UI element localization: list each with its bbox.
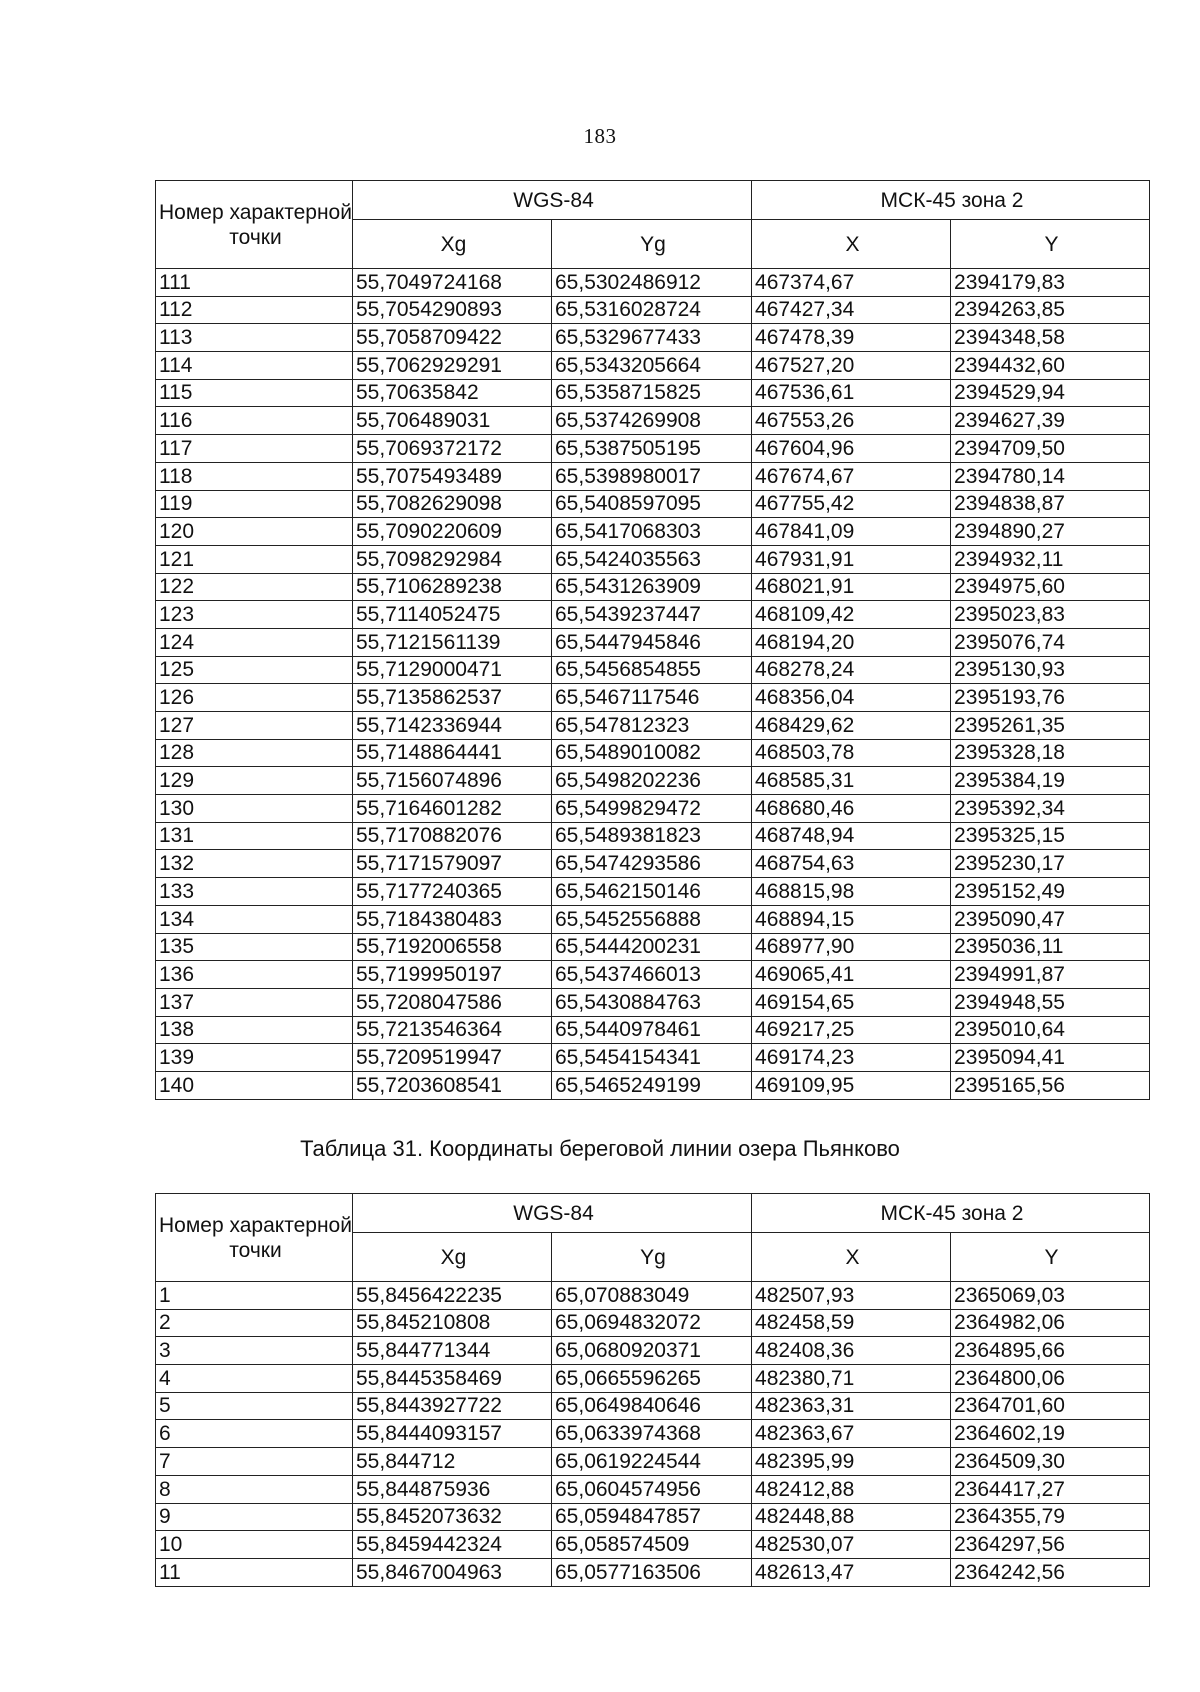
cell-y: 2395090,47 — [951, 905, 1150, 933]
cell-x: 468278,24 — [752, 656, 951, 684]
cell-x: 467841,09 — [752, 518, 951, 546]
cell-y: 2394529,94 — [951, 379, 1150, 407]
cell-yg: 65,0577163506 — [552, 1558, 752, 1586]
cell-yg: 65,5467117546 — [552, 684, 752, 712]
cell-x: 468503,78 — [752, 739, 951, 767]
cell-x: 469217,25 — [752, 1016, 951, 1044]
cell-point-number: 131 — [156, 822, 353, 850]
cell-y: 2394709,50 — [951, 435, 1150, 463]
cell-y: 2395010,64 — [951, 1016, 1150, 1044]
cell-x: 482363,67 — [752, 1420, 951, 1448]
cell-yg: 65,5489010082 — [552, 739, 752, 767]
cell-xg: 55,844712 — [353, 1448, 552, 1476]
table-caption: Таблица 31. Координаты береговой линии озера Пьянково — [300, 1136, 900, 1161]
cell-yg: 65,5374269908 — [552, 407, 752, 435]
cell-yg: 65,5437466013 — [552, 961, 752, 989]
cell-x: 482363,31 — [752, 1392, 951, 1420]
header-point-number: Номер характерной точки — [156, 181, 353, 269]
cell-yg: 65,0619224544 — [552, 1448, 752, 1476]
cell-y: 2395261,35 — [951, 712, 1150, 740]
cell-x: 468194,20 — [752, 628, 951, 656]
cell-point-number: 112 — [156, 296, 353, 324]
cell-x: 469174,23 — [752, 1044, 951, 1072]
header-yg: Yg — [552, 220, 752, 269]
cell-xg: 55,8459442324 — [353, 1531, 552, 1559]
cell-point-number: 115 — [156, 379, 353, 407]
cell-point-number: 8 — [156, 1475, 353, 1503]
cell-x: 468815,98 — [752, 878, 951, 906]
cell-yg: 65,5447945846 — [552, 628, 752, 656]
cell-point-number: 10 — [156, 1531, 353, 1559]
cell-point-number: 120 — [156, 518, 353, 546]
table-row — [156, 1044, 1150, 1072]
cell-xg: 55,7049724168 — [353, 269, 552, 297]
cell-x: 482458,59 — [752, 1309, 951, 1337]
cell-xg: 55,706489031 — [353, 407, 552, 435]
cell-yg: 65,5424035563 — [552, 545, 752, 573]
table-row — [156, 739, 1150, 767]
page-number: 183 — [583, 124, 617, 148]
table-row — [156, 878, 1150, 906]
header-y: Y — [951, 1233, 1150, 1282]
cell-point-number: 122 — [156, 573, 353, 601]
cell-x: 482408,36 — [752, 1337, 951, 1365]
cell-point-number: 1 — [156, 1282, 353, 1310]
cell-x: 467427,34 — [752, 296, 951, 324]
cell-x: 469154,65 — [752, 988, 951, 1016]
cell-y: 2395384,19 — [951, 767, 1150, 795]
table-row — [156, 961, 1150, 989]
cell-xg: 55,845210808 — [353, 1309, 552, 1337]
cell-point-number: 126 — [156, 684, 353, 712]
cell-point-number: 117 — [156, 435, 353, 463]
table-row — [156, 850, 1150, 878]
cell-x: 468429,62 — [752, 712, 951, 740]
header-y: Y — [951, 220, 1150, 269]
cell-x: 467604,96 — [752, 435, 951, 463]
table-row — [156, 767, 1150, 795]
cell-point-number: 7 — [156, 1448, 353, 1476]
cell-y: 2395130,93 — [951, 656, 1150, 684]
cell-point-number: 135 — [156, 933, 353, 961]
cell-xg: 55,70635842 — [353, 379, 552, 407]
cell-y: 2364800,06 — [951, 1365, 1150, 1393]
table-row — [156, 1071, 1150, 1099]
cell-y: 2394991,87 — [951, 961, 1150, 989]
header-xg: Xg — [353, 220, 552, 269]
cell-x: 467527,20 — [752, 352, 951, 380]
cell-y: 2364509,30 — [951, 1448, 1150, 1476]
cell-y: 2395094,41 — [951, 1044, 1150, 1072]
header-x: X — [752, 220, 951, 269]
cell-y: 2394263,85 — [951, 296, 1150, 324]
table-row — [156, 545, 1150, 573]
cell-x: 482395,99 — [752, 1448, 951, 1476]
table-row — [156, 905, 1150, 933]
cell-y: 2395193,76 — [951, 684, 1150, 712]
cell-yg: 65,5431263909 — [552, 573, 752, 601]
table-row — [156, 324, 1150, 352]
header-xg: Xg — [353, 1233, 552, 1282]
cell-x: 482412,88 — [752, 1475, 951, 1503]
cell-xg: 55,7164601282 — [353, 795, 552, 823]
cell-point-number: 124 — [156, 628, 353, 656]
cell-point-number: 9 — [156, 1503, 353, 1531]
cell-y: 2364417,27 — [951, 1475, 1150, 1503]
cell-point-number: 114 — [156, 352, 353, 380]
cell-xg: 55,7082629098 — [353, 490, 552, 518]
cell-yg: 65,5498202236 — [552, 767, 752, 795]
cell-xg: 55,7142336944 — [353, 712, 552, 740]
header-yg: Yg — [552, 1233, 752, 1282]
cell-x: 468356,04 — [752, 684, 951, 712]
cell-xg: 55,7129000471 — [353, 656, 552, 684]
cell-yg: 65,5465249199 — [552, 1071, 752, 1099]
cell-yg: 65,5474293586 — [552, 850, 752, 878]
cell-point-number: 11 — [156, 1558, 353, 1586]
cell-yg: 65,547812323 — [552, 712, 752, 740]
cell-y: 2394975,60 — [951, 573, 1150, 601]
cell-y: 2364602,19 — [951, 1420, 1150, 1448]
table-row — [156, 269, 1150, 297]
cell-yg: 65,0649840646 — [552, 1392, 752, 1420]
cell-x: 468109,42 — [752, 601, 951, 629]
cell-point-number: 130 — [156, 795, 353, 823]
cell-yg: 65,0694832072 — [552, 1309, 752, 1337]
table-row — [156, 573, 1150, 601]
cell-y: 2364701,60 — [951, 1392, 1150, 1420]
cell-x: 482613,47 — [752, 1558, 951, 1586]
cell-xg: 55,7213546364 — [353, 1016, 552, 1044]
cell-point-number: 139 — [156, 1044, 353, 1072]
cell-point-number: 113 — [156, 324, 353, 352]
table-row — [156, 1282, 1150, 1310]
cell-yg: 65,5302486912 — [552, 269, 752, 297]
cell-x: 467478,39 — [752, 324, 951, 352]
cell-y: 2364895,66 — [951, 1337, 1150, 1365]
cell-point-number: 125 — [156, 656, 353, 684]
cell-y: 2394432,60 — [951, 352, 1150, 380]
cell-y: 2395230,17 — [951, 850, 1150, 878]
cell-xg: 55,7098292984 — [353, 545, 552, 573]
cell-point-number: 133 — [156, 878, 353, 906]
cell-xg: 55,844771344 — [353, 1337, 552, 1365]
header-x: X — [752, 1233, 951, 1282]
cell-x: 468680,46 — [752, 795, 951, 823]
cell-y: 2394948,55 — [951, 988, 1150, 1016]
table-row — [156, 1016, 1150, 1044]
cell-x: 468894,15 — [752, 905, 951, 933]
cell-xg: 55,7184380483 — [353, 905, 552, 933]
table-row — [156, 795, 1150, 823]
cell-point-number: 111 — [156, 269, 353, 297]
cell-xg: 55,8443927722 — [353, 1392, 552, 1420]
cell-xg: 55,7192006558 — [353, 933, 552, 961]
table-row — [156, 1365, 1150, 1393]
cell-point-number: 121 — [156, 545, 353, 573]
cell-x: 467374,67 — [752, 269, 951, 297]
table-row — [156, 933, 1150, 961]
cell-point-number: 128 — [156, 739, 353, 767]
cell-x: 468585,31 — [752, 767, 951, 795]
cell-xg: 55,7069372172 — [353, 435, 552, 463]
cell-xg: 55,7177240365 — [353, 878, 552, 906]
cell-yg: 65,5462150146 — [552, 878, 752, 906]
cell-xg: 55,7075493489 — [353, 462, 552, 490]
cell-yg: 65,0633974368 — [552, 1420, 752, 1448]
cell-point-number: 119 — [156, 490, 353, 518]
cell-xg: 55,8467004963 — [353, 1558, 552, 1586]
cell-xg: 55,8452073632 — [353, 1503, 552, 1531]
cell-x: 482530,07 — [752, 1531, 951, 1559]
header-wgs84: WGS-84 — [353, 181, 752, 220]
cell-xg: 55,7062929291 — [353, 352, 552, 380]
table-row — [156, 628, 1150, 656]
table-row — [156, 1503, 1150, 1531]
cell-y: 2364982,06 — [951, 1309, 1150, 1337]
cell-point-number: 140 — [156, 1071, 353, 1099]
cell-y: 2395165,56 — [951, 1071, 1150, 1099]
cell-x: 469065,41 — [752, 961, 951, 989]
cell-y: 2395076,74 — [951, 628, 1150, 656]
coordinates-table-2 — [155, 1193, 1150, 1587]
header-point-number: Номер характерной точки — [156, 1194, 353, 1282]
table-row — [156, 1448, 1150, 1476]
cell-yg: 65,5329677433 — [552, 324, 752, 352]
cell-x: 468754,63 — [752, 850, 951, 878]
cell-yg: 65,0604574956 — [552, 1475, 752, 1503]
cell-y: 2394627,39 — [951, 407, 1150, 435]
table-row — [156, 407, 1150, 435]
cell-y: 2395036,11 — [951, 933, 1150, 961]
cell-yg: 65,070883049 — [552, 1282, 752, 1310]
cell-yg: 65,5499829472 — [552, 795, 752, 823]
cell-yg: 65,5417068303 — [552, 518, 752, 546]
cell-point-number: 2 — [156, 1309, 353, 1337]
table-row — [156, 601, 1150, 629]
table-row — [156, 1531, 1150, 1559]
cell-x: 468977,90 — [752, 933, 951, 961]
cell-xg: 55,7170882076 — [353, 822, 552, 850]
cell-xg: 55,7106289238 — [353, 573, 552, 601]
cell-yg: 65,5316028724 — [552, 296, 752, 324]
cell-xg: 55,7121561139 — [353, 628, 552, 656]
cell-xg: 55,844875936 — [353, 1475, 552, 1503]
cell-y: 2395392,34 — [951, 795, 1150, 823]
cell-y: 2364297,56 — [951, 1531, 1150, 1559]
table-row — [156, 462, 1150, 490]
cell-yg: 65,5387505195 — [552, 435, 752, 463]
cell-point-number: 129 — [156, 767, 353, 795]
cell-point-number: 4 — [156, 1365, 353, 1393]
table-row — [156, 379, 1150, 407]
cell-x: 482448,88 — [752, 1503, 951, 1531]
cell-yg: 65,5343205664 — [552, 352, 752, 380]
coordinates-table-1 — [155, 180, 1150, 1100]
cell-xg: 55,7171579097 — [353, 850, 552, 878]
cell-point-number: 6 — [156, 1420, 353, 1448]
cell-yg: 65,5452556888 — [552, 905, 752, 933]
table-row — [156, 1309, 1150, 1337]
cell-point-number: 123 — [156, 601, 353, 629]
cell-xg: 55,7135862537 — [353, 684, 552, 712]
cell-yg: 65,5440978461 — [552, 1016, 752, 1044]
cell-x: 482507,93 — [752, 1282, 951, 1310]
cell-y: 2394179,83 — [951, 269, 1150, 297]
cell-yg: 65,5439237447 — [552, 601, 752, 629]
cell-xg: 55,7114052475 — [353, 601, 552, 629]
table-row — [156, 1337, 1150, 1365]
cell-y: 2394838,87 — [951, 490, 1150, 518]
table-row — [156, 352, 1150, 380]
cell-xg: 55,7209519947 — [353, 1044, 552, 1072]
cell-yg: 65,5408597095 — [552, 490, 752, 518]
table-row — [156, 1475, 1150, 1503]
table-row — [156, 490, 1150, 518]
cell-yg: 65,5398980017 — [552, 462, 752, 490]
cell-x: 467536,61 — [752, 379, 951, 407]
cell-xg: 55,7203608541 — [353, 1071, 552, 1099]
cell-xg: 55,7208047586 — [353, 988, 552, 1016]
table-row — [156, 518, 1150, 546]
table-row — [156, 712, 1150, 740]
cell-x: 467553,26 — [752, 407, 951, 435]
header-msk45: МСК-45 зона 2 — [752, 1194, 1150, 1233]
cell-yg: 65,5358715825 — [552, 379, 752, 407]
cell-xg: 55,8445358469 — [353, 1365, 552, 1393]
cell-x: 467674,67 — [752, 462, 951, 490]
cell-y: 2364242,56 — [951, 1558, 1150, 1586]
cell-y: 2394932,11 — [951, 545, 1150, 573]
cell-yg: 65,5444200231 — [552, 933, 752, 961]
table-row — [156, 1392, 1150, 1420]
cell-point-number: 5 — [156, 1392, 353, 1420]
cell-point-number: 116 — [156, 407, 353, 435]
cell-yg: 65,0594847857 — [552, 1503, 752, 1531]
cell-x: 469109,95 — [752, 1071, 951, 1099]
cell-xg: 55,7199950197 — [353, 961, 552, 989]
cell-point-number: 134 — [156, 905, 353, 933]
cell-xg: 55,7058709422 — [353, 324, 552, 352]
table-row — [156, 1420, 1150, 1448]
cell-x: 468748,94 — [752, 822, 951, 850]
cell-y: 2395328,18 — [951, 739, 1150, 767]
cell-xg: 55,7148864441 — [353, 739, 552, 767]
cell-y: 2365069,03 — [951, 1282, 1150, 1310]
cell-y: 2394348,58 — [951, 324, 1150, 352]
cell-point-number: 3 — [156, 1337, 353, 1365]
cell-yg: 65,5430884763 — [552, 988, 752, 1016]
cell-point-number: 138 — [156, 1016, 353, 1044]
table-row — [156, 988, 1150, 1016]
cell-point-number: 136 — [156, 961, 353, 989]
cell-x: 467931,91 — [752, 545, 951, 573]
cell-xg: 55,8456422235 — [353, 1282, 552, 1310]
cell-point-number: 127 — [156, 712, 353, 740]
cell-xg: 55,7054290893 — [353, 296, 552, 324]
cell-xg: 55,8444093157 — [353, 1420, 552, 1448]
cell-yg: 65,5456854855 — [552, 656, 752, 684]
cell-point-number: 132 — [156, 850, 353, 878]
cell-y: 2395325,15 — [951, 822, 1150, 850]
cell-x: 468021,91 — [752, 573, 951, 601]
table-row — [156, 296, 1150, 324]
table-row — [156, 435, 1150, 463]
cell-x: 482380,71 — [752, 1365, 951, 1393]
cell-y: 2394780,14 — [951, 462, 1150, 490]
cell-yg: 65,5489381823 — [552, 822, 752, 850]
cell-xg: 55,7156074896 — [353, 767, 552, 795]
header-wgs84: WGS-84 — [353, 1194, 752, 1233]
cell-yg: 65,058574509 — [552, 1531, 752, 1559]
table-row — [156, 1558, 1150, 1586]
cell-point-number: 137 — [156, 988, 353, 1016]
cell-xg: 55,7090220609 — [353, 518, 552, 546]
cell-y: 2395023,83 — [951, 601, 1150, 629]
cell-x: 467755,42 — [752, 490, 951, 518]
cell-y: 2394890,27 — [951, 518, 1150, 546]
cell-yg: 65,0680920371 — [552, 1337, 752, 1365]
cell-point-number: 118 — [156, 462, 353, 490]
header-msk45: МСК-45 зона 2 — [752, 181, 1150, 220]
table-row — [156, 684, 1150, 712]
table-row — [156, 656, 1150, 684]
table-row — [156, 822, 1150, 850]
cell-y: 2395152,49 — [951, 878, 1150, 906]
cell-y: 2364355,79 — [951, 1503, 1150, 1531]
cell-yg: 65,0665596265 — [552, 1365, 752, 1393]
cell-yg: 65,5454154341 — [552, 1044, 752, 1072]
